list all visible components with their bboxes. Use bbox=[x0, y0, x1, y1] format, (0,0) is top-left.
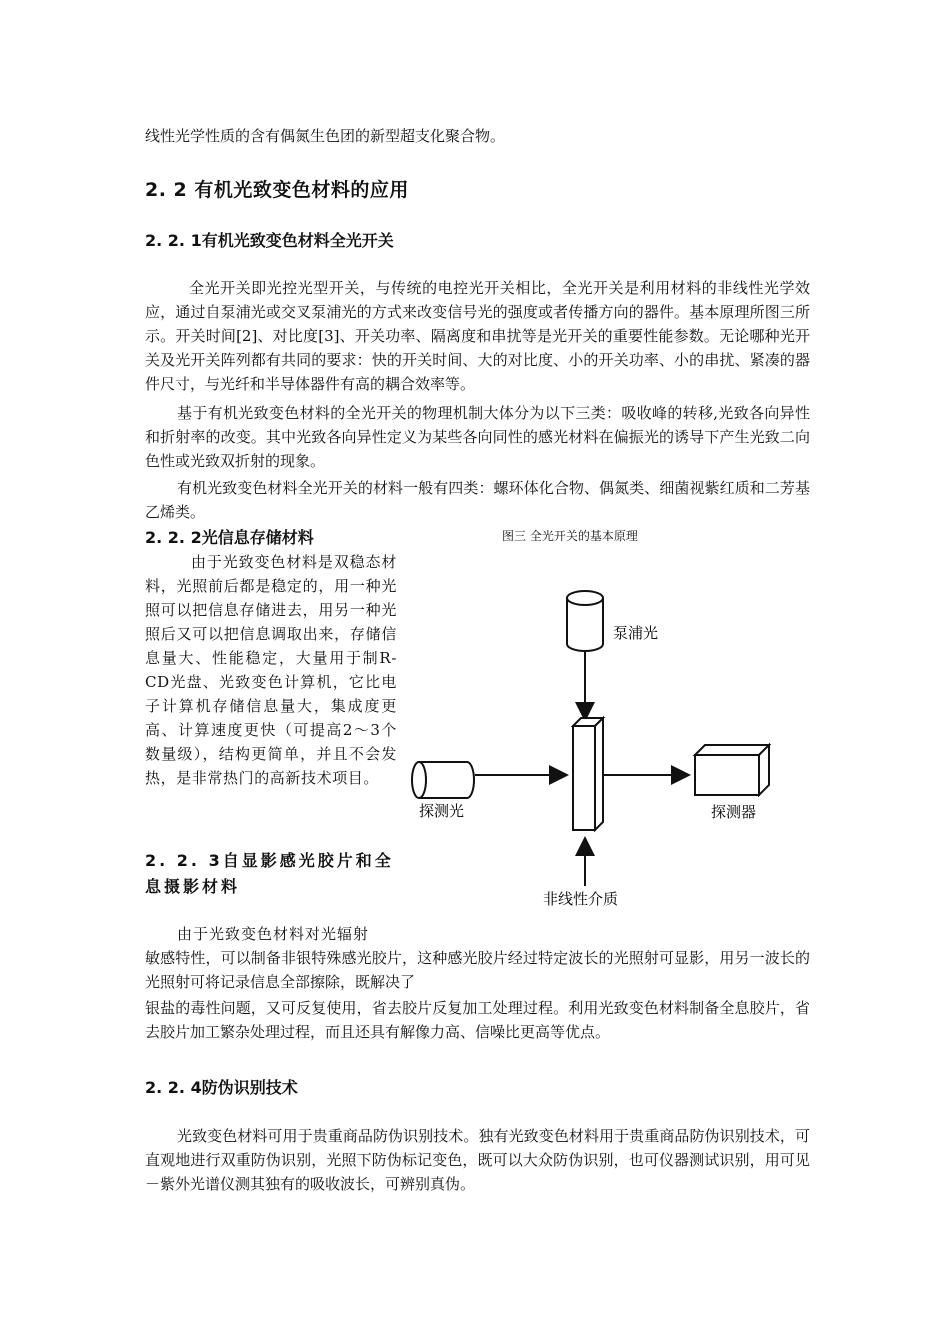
section-2-2-2-heading: 2. 2. 2光信息存储材料 bbox=[145, 528, 314, 547]
section-2-2-2-para: 由于光致变色材料是双稳态材料，光照前后都是稳定的，用一种光照可以把信息存储进去，用另一种光照后又可以把信息调取出来，存储信息量大、性能稳定，大量用于制R-CD光盘、光致变色计算机，它比电子计算机存储信息量大，集成度更高、计算速度更快（可提高2～3个数量级），结构更简单，并且不会发热，是非常热门的高新技术项目。 bbox=[145, 553, 397, 787]
section-2-2-3-para-rest: 敏感特性，可以制备非银特殊感光胶片，这种感光胶片经过特定波长的光照射可显影，用另一波长的光照射可将记录信息全部擦除，既解决了 bbox=[145, 949, 810, 991]
section-2-2-3-para-lead: 由于光致变色材料对光辐射 bbox=[177, 925, 370, 943]
section-2-2-4-para: 光致变色材料可用于贵重商品防伪识别技术。独有光致变色材料用于贵重商品防伪识别技术，可直观地进行双重防伪识别，光照下防伪标记变色，既可以大众防伪识别，也可仪器测试识别，用可见－紫外光谱仪测其独有的吸收波长，可辨别真伪。 bbox=[145, 1127, 810, 1193]
section-2-2-1-para3: 有机光致变色材料全光开关的材料一般有四类：螺环体化合物、偶氮类、细菌视紫红质和二芳基乙烯类。 bbox=[145, 479, 810, 521]
detector-box bbox=[695, 745, 769, 795]
probe-light-label: 探测光 bbox=[419, 802, 465, 820]
section-2-2-1-para2: 基于有机光致变色材料的全光开关的物理机制大体分为以下三类：吸收峰的转移,光致各向异性和折射率的改变。其中光致各向异性定义为某些各向同性的感光材料在偏振光的诱导下产生光致二向色性或光致双折射的现象。 bbox=[145, 404, 810, 470]
section-2-2-1-para1: 全光开关即光控光型开关，与传统的电控光开关相比，全光开关是利用材料的非线性光学效应，通过自泵浦光或交叉泵浦光的方式来改变信号光的强度或者传播方向的器件。基本原理所图三所示。开关时间[2]、对比度[3]、开关功率、隔离度和串扰等是光开关的重要性能参数。无论哪种光开关及光开关阵列都有共同的要求：快的开关时间、大的对比度、小的开关功率、小的串扰、紧凑的器件尺寸，与光纤和半导体器件有高的耦合效率等。 bbox=[145, 279, 810, 393]
pump-light-label: 泵浦光 bbox=[613, 624, 659, 642]
intro-line: 线性光学性质的含有偶氮生色团的新型超支化聚合物。 bbox=[145, 127, 506, 145]
probe-light-cylinder bbox=[412, 762, 474, 798]
nonlinear-medium-block bbox=[573, 718, 603, 830]
section-2-2-4-heading: 2. 2. 4防伪识别技术 bbox=[145, 1078, 298, 1097]
section-2-2-3-heading: 2. 2. 3自显影感光胶片和全息摄影材料 bbox=[145, 851, 394, 896]
section-2-2-heading: 2. 2 有机光致变色材料的应用 bbox=[145, 179, 409, 201]
pump-light-cylinder bbox=[567, 591, 603, 651]
section-2-2-3-para-tail: 银盐的毒性问题，又可反复使用，省去胶片反复加工处理过程。利用光致变色材料制备全息胶片，省去胶片加工繁杂处理过程，而且还具有解像力高、信噪比更高等优点。 bbox=[145, 999, 810, 1041]
section-2-2-1-heading: 2. 2. 1有机光致变色材料全光开关 bbox=[145, 231, 394, 250]
nonlinear-medium-label: 非线性介质 bbox=[543, 890, 619, 908]
all-optical-switch-diagram bbox=[405, 580, 785, 920]
figure-caption: 图三 全光开关的基本原理 bbox=[502, 529, 638, 543]
detector-label: 探测器 bbox=[711, 803, 757, 821]
